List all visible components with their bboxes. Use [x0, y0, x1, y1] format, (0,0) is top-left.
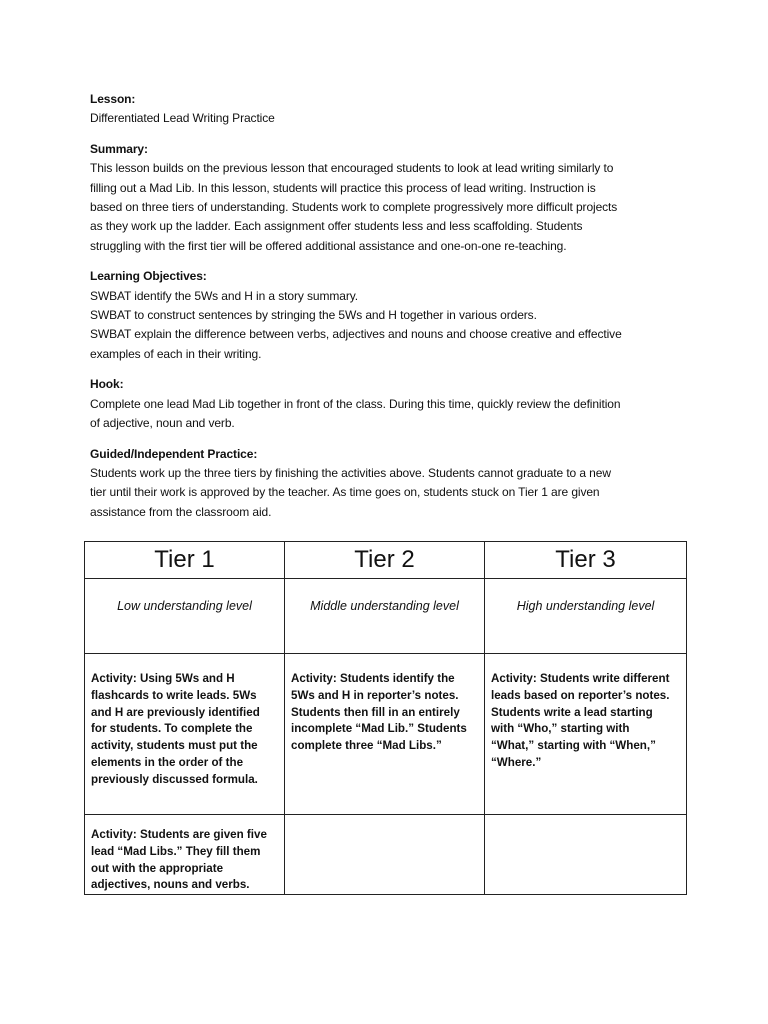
activity-line: leads based on reporter’s notes. [491, 688, 670, 702]
practice-line: tier until their work is approved by the teacher. As time goes on, students stuck on Tier 1 are given [90, 485, 600, 500]
hook-line: of adjective, noun and verb. [90, 416, 235, 431]
activity-line: for students. To complete the [91, 722, 253, 736]
activity-line: “Where.” [491, 755, 542, 769]
table-header-row [85, 542, 687, 579]
tier-1-activity-2 [85, 815, 284, 894]
summary-line: struggling with the first tier will be offered additional assistance and one-on-one re-teaching. [90, 238, 567, 253]
document-body [90, 90, 690, 522]
activity-line: Activity: Students write different [491, 672, 670, 685]
tier-3-level-cell [485, 579, 687, 654]
tier-2-header: Tier 2 [285, 542, 485, 579]
tier-3-activity [485, 654, 686, 772]
activity-line: Students then fill in an entirely [291, 705, 460, 719]
activity-line: previously discussed formula. [91, 772, 258, 786]
activity-line: activity, students must put the [91, 739, 258, 753]
activity-line: flashcards to write leads. 5Ws [91, 688, 257, 702]
activity-line: incomplete “Mad Lib.” Students [291, 722, 467, 736]
summary-label: Summary: [90, 141, 148, 156]
activity-line: 5Ws and H in reporter’s notes. [291, 688, 459, 702]
tier-1-activity-cell [85, 654, 285, 815]
tier-1-level-cell [85, 579, 285, 654]
activity-line: out with the appropriate [91, 861, 224, 875]
hook-label: Hook: [90, 377, 124, 392]
tier-1-header: Tier 1 [85, 542, 285, 579]
activity-line: elements in the order of the [91, 755, 244, 769]
tier-2-level: Middle understanding level [310, 599, 459, 613]
table-row [85, 654, 687, 815]
tier-3-header: Tier 3 [485, 542, 687, 579]
hook-line: Complete one lead Mad Lib together in front of the class. During this time, quickly review the definition [90, 396, 621, 411]
practice-line: Students work up the three tiers by finishing the activities above. Students cannot graduate to a new [90, 465, 611, 480]
summary-line: based on three tiers of understanding. Students work to complete progressively more difficult projects [90, 200, 618, 215]
tier-1-activity-cell-2 [85, 815, 285, 895]
activity-line: with “Who,” starting with [491, 722, 630, 736]
activity-line: adjectives, nouns and verbs. [91, 878, 250, 892]
lesson-title: Differentiated Lead Writing Practice [90, 111, 275, 126]
tier-3-level: High understanding level [516, 599, 655, 613]
activity-line: complete three “Mad Libs.” [291, 739, 442, 753]
objectives-label: Learning Objectives: [90, 269, 207, 284]
activity-line: Activity: Students identify the [291, 672, 455, 685]
activity-line: and H are previously identified [91, 705, 260, 719]
tier-1-activity [85, 654, 284, 789]
tier-2-empty-cell [285, 815, 485, 895]
activity-line: Students write a lead starting [491, 705, 653, 719]
tiers-table [84, 541, 687, 895]
tier-1-level: Low understanding level [117, 599, 252, 613]
objective-line: examples of each in their writing. [90, 346, 262, 361]
practice-label: Guided/Independent Practice: [90, 446, 258, 461]
activity-line: lead “Mad Libs.” They fill them [91, 844, 261, 858]
objective-line: SWBAT identify the 5Ws and H in a story summary. [90, 288, 358, 303]
tier-3-activity-cell [485, 654, 687, 815]
objective-line: SWBAT explain the difference between verbs, adjectives and nouns and choose creative and effective [90, 327, 622, 342]
summary-line: filling out a Mad Lib. In this lesson, students will practice this process of lead writing. Instruction is [90, 180, 596, 195]
table-row [85, 815, 687, 895]
tier-3-empty-cell [485, 815, 687, 895]
activity-line: Activity: Using 5Ws and H [91, 672, 235, 685]
objective-line: SWBAT to construct sentences by stringing the 5Ws and H together in various orders. [90, 308, 537, 323]
practice-line: assistance from the classroom aid. [90, 504, 272, 519]
tier-2-activity-cell [285, 654, 485, 815]
summary-line: This lesson builds on the previous lesson that encouraged students to look at lead writing similarly to [90, 161, 614, 176]
tier-2-activity [285, 654, 484, 755]
lesson-label: Lesson: [90, 92, 136, 106]
table-level-row [85, 579, 687, 654]
activity-line: Activity: Students are given five [91, 828, 267, 841]
activity-line: “What,” starting with “When,” [491, 739, 656, 753]
tier-2-level-cell [285, 579, 485, 654]
summary-line: as they work up the ladder. Each assignment offer students less and less scaffolding. Students [90, 219, 583, 234]
